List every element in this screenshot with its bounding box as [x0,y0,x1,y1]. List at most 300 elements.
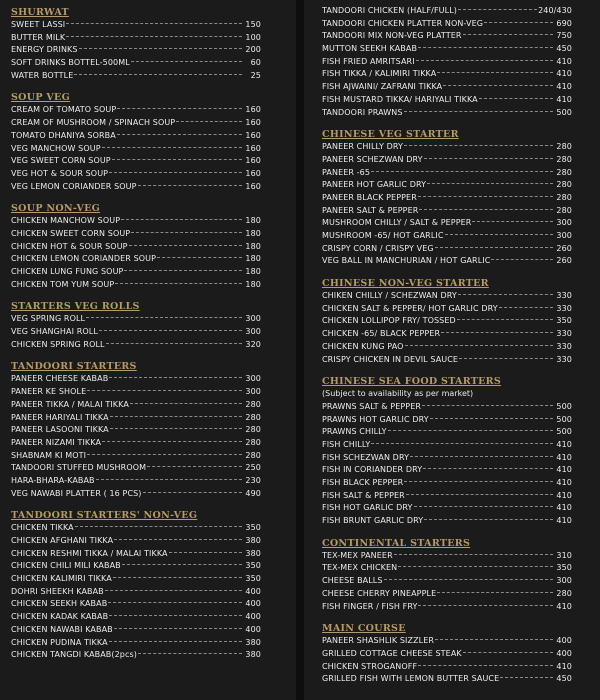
dotted-leader [437,592,553,593]
item-name: PANEER CHEESE KABAB [11,374,109,384]
item-price: 500 [556,414,572,424]
item-name: CHICKEN LUNG FUNG SOUP [11,267,124,276]
dotted-leader [414,506,553,507]
dotted-leader [124,270,242,271]
dotted-leader [479,98,553,99]
item-name: CHICKEN TIKKA [11,523,74,533]
menu-item [322,243,572,256]
dotted-leader [157,257,242,258]
item-price: 400 [556,636,572,646]
menu-item [11,399,261,412]
dotted-leader [102,441,242,442]
item-name: VEG NAWABI PLATTER ( 16 PCS) [11,488,142,498]
dotted-leader [131,232,242,233]
item-price: 280 [245,412,261,422]
item-name: CRISPY CORN / CRISPY VEG [322,243,434,253]
item-name: CHICKEN KALIMIRI TIKKA [11,574,112,584]
menu-item [322,315,572,328]
menu-section-tandoori-starters [11,360,296,500]
menu-item [11,57,261,70]
menu-item [11,339,261,352]
dotted-leader [418,47,553,48]
item-price: 310 [556,550,572,560]
item-name: VEG LEMON CORIANDER SOUP [11,181,137,191]
dotted-leader [410,456,553,457]
item-name: GRILLED FISH WITH LEMON BUTTER SAUCE [322,674,500,684]
menu-section-main-course [322,622,600,686]
item-price: 500 [556,107,572,117]
dotted-leader [418,665,553,666]
menu-item [322,477,572,490]
menu-item [11,560,261,573]
menu-item [11,155,261,168]
menu-section-chinese-non-veg-starter [322,277,600,366]
item-name: CHICKEN RESHMI TIKKA / MALAI TIKKA [11,548,168,558]
dotted-leader [113,577,242,578]
item-price: 230 [245,475,261,485]
item-name: HARA-BHARA-KABAB [11,475,95,485]
section-title: SOUP VEG [11,92,70,104]
item-price: 400 [245,586,261,596]
dotted-leader [484,22,553,23]
dotted-leader [108,602,242,603]
item-price: 350 [245,574,261,584]
dotted-leader [418,196,553,197]
section-note: (Subject to availability as per market) [322,389,474,399]
dotted-leader [109,172,242,173]
item-name: CHICKEN NAWABI KABAB [11,624,113,634]
item-name: VEG BALL IN MANCHURIAN / HOT GARLIC [322,256,491,266]
menu-item [11,181,261,194]
menu-item [322,341,572,354]
item-name: FISH SCHEZWAN DRY [322,452,410,462]
menu-item [322,107,572,120]
dotted-leader [143,492,242,493]
dotted-leader [129,245,242,246]
item-name: CHICKEN STROGANOFF [322,661,418,671]
item-name: FISH SALT & PEPPER [322,490,405,500]
menu-item [11,586,261,599]
item-price: 300 [556,231,572,240]
item-price: 300 [245,374,261,384]
item-name: CHICKEN TANGDI KABAB(2pcs) [11,650,137,660]
menu-item [11,19,261,32]
menu-item [11,437,261,450]
menu-item [322,648,572,661]
dotted-leader [499,307,553,308]
menu-item [11,488,261,501]
dotted-leader [105,590,242,591]
item-name: CHICKEN MANCHOW SOUP [11,216,121,226]
dotted-leader [114,628,242,629]
item-name: CHICKEN LEMON CORIANDER SOUP [11,254,157,264]
dotted-leader [424,519,553,520]
dotted-leader [441,332,553,333]
dotted-leader [110,428,242,429]
item-price: 280 [556,192,572,202]
menu-item [11,253,261,266]
item-price: 260 [556,256,572,266]
item-name: CHICKEN KADAK KABAB [11,612,109,622]
menu-section-continued [322,5,600,119]
item-price: 330 [556,354,572,364]
dotted-leader [398,566,553,567]
item-price: 280 [556,142,572,152]
item-name: CHICKEN SEEKH KABAB [11,599,108,609]
item-name: CHICKEN -65/ BLACK PEPPER [322,329,441,339]
menu-item [322,439,572,452]
menu-item [11,450,261,463]
item-price: 280 [245,450,261,460]
item-name: CHICKEN SALT & PEPPER/ HOT GARLIC DRY [322,303,498,313]
item-name: CHICKEN AFGHANI TIKKA [11,536,114,545]
item-price: 100 [245,32,261,42]
item-price: 180 [245,216,261,226]
item-price: 400 [556,648,572,658]
item-name: GRILLED COTTAGE CHEESE STEAK [322,648,462,658]
item-name: TANDOORI STUFFED MUSHROOM [11,463,147,473]
menu-item [322,217,572,230]
item-price: 300 [245,314,261,324]
dotted-leader [87,390,242,391]
item-name: VEG SWEET CORN SOUP [11,156,111,166]
menu-item [322,414,572,427]
menu-section-shurwat [11,6,296,82]
menu-section-starters-veg-rolls [11,300,296,351]
menu-item [11,462,261,475]
dotted-leader [66,36,242,37]
dotted-leader [114,539,242,540]
dotted-leader [472,221,553,222]
dotted-leader [384,579,553,580]
item-price: 350 [245,523,261,533]
dotted-leader [87,454,242,455]
menu-item [11,130,261,143]
menu-item [11,412,261,425]
item-price: 160 [245,105,261,115]
item-name: TANDOORI PRAWNS [322,107,403,117]
item-name: ENERGY DRINKS [11,45,78,55]
menu-item [322,588,572,601]
item-name: FISH MUSTARD TIKKA/ HARIYALI TIKKA [322,94,478,104]
item-price: 60 [250,58,261,68]
dotted-leader [394,554,553,555]
item-name: PANEER SALT & PEPPER [322,205,419,215]
item-price: 280 [556,180,572,190]
item-name: FISH AJWAINI/ ZAFRANI TIKKA [322,82,443,92]
item-price: 300 [245,327,261,337]
menu-item [11,548,261,561]
dotted-leader [458,9,537,10]
item-price: 25 [250,70,261,80]
item-price: 180 [245,228,261,238]
item-price: 400 [245,624,261,634]
item-price: 410 [556,56,572,66]
menu-section-soup-veg [11,91,296,193]
menu-item [11,535,261,548]
item-price: 330 [556,341,572,351]
item-name: FISH CHILLY [322,439,371,449]
menu-item [322,30,572,43]
section-title: CHINESE SEA FOOD STARTERS [322,376,502,388]
item-price: 410 [556,601,572,611]
menu-item [11,598,261,611]
item-name: VEG HOT & SOUR SOUP [11,168,109,178]
dotted-leader [445,234,553,235]
menu-item [322,490,572,503]
dotted-leader [443,85,553,86]
item-price: 750 [556,31,572,41]
dotted-leader [121,219,242,220]
dotted-leader [112,159,242,160]
menu-item [11,649,261,662]
menu-item [11,228,261,241]
menu-item [11,386,261,399]
item-name: TANDOORI MIX NON-VEG PLATTER [322,31,462,41]
menu-item [11,143,261,156]
item-name: CHICKEN CHILI MILI KABAB [11,561,121,571]
dotted-leader [117,134,242,135]
section-title: CHINESE NON-VEG STARTER [322,278,489,290]
item-price: 400 [245,612,261,622]
item-name: FISH FRIED AMRITSARI [322,56,415,66]
menu-item [322,426,572,439]
item-price: 690 [556,18,572,28]
item-name: CRISPY CHICKEN IN DEVIL SAUCE [322,354,459,364]
dotted-leader [405,345,553,346]
item-price: 410 [556,478,572,487]
menu-item [322,205,572,218]
item-price: 450 [556,674,572,684]
menu-item [11,522,261,535]
item-price: 160 [245,143,261,153]
item-price: 300 [556,576,572,586]
dotted-leader [138,185,242,186]
item-name: CHEESE BALLS [322,576,383,586]
menu-item [322,56,572,69]
menu-item [11,373,261,386]
item-name: FISH FINGER / FISH FRY [322,601,418,611]
item-name: CHICKEN LOLLIPOP FRY/ TOSSED [322,316,456,326]
item-price: 200 [245,45,261,55]
dotted-leader [115,283,242,284]
item-name: PRAWNS SALT & PEPPER [322,401,422,411]
menu-item [322,141,572,154]
dotted-leader [435,247,553,248]
menu-item [322,635,572,648]
dotted-leader [419,209,553,210]
item-price: 280 [245,399,261,409]
item-name: VEG SHANGHAI ROLL [11,327,98,337]
menu-item [322,290,572,303]
menu-item [11,475,261,488]
menu-item [11,241,261,254]
item-price: 240/430 [538,6,572,15]
item-name: PANEER -65 [322,167,371,177]
item-name: PANEER NIZAMI TIKKA [11,437,102,447]
item-name: MUTTON SEEKH KABAB [322,44,418,54]
item-name: VEG MANCHOW SOUP [11,143,101,153]
section-title: SOUP NON-VEG [11,203,101,215]
item-name: TOMATO DHANIYA SORBA [11,130,116,140]
item-name: WATER BOTTLE [11,70,74,80]
item-price: 280 [556,588,572,598]
dotted-leader [122,564,242,565]
item-price: 410 [556,661,572,671]
dotted-leader [463,652,553,653]
item-price: 500 [556,427,572,437]
item-name: CHICKEN SWEET CORN SOUP [11,228,131,238]
item-price: 280 [556,154,572,164]
item-name: TEX-MEX PANEER [322,550,393,560]
dotted-leader [79,48,242,49]
item-price: 350 [556,563,572,573]
item-name: PANEER CHILLY DRY [322,142,404,152]
dotted-leader [74,74,242,75]
item-price: 280 [245,425,261,435]
dotted-leader [96,479,242,480]
item-name: PANEER SHASHLIK SIZZLER [322,636,435,646]
menu-item [322,452,572,465]
item-name: PRAWNS CHILLY [322,427,387,437]
menu-item [11,624,261,637]
item-price: 410 [556,490,572,500]
menu-item [11,168,261,181]
dotted-leader [500,677,553,678]
item-price: 410 [556,452,572,462]
item-price: 160 [245,156,261,166]
item-price: 350 [556,316,572,326]
dotted-leader [457,319,553,320]
item-name: PANEER BLACK PEPPER [322,192,417,202]
menu-column-left [0,0,296,700]
menu-section-chinese-sea-food-starters [322,375,600,528]
dotted-leader [437,72,553,73]
item-name: CHIKEN CHILLY / SCHEZWAN DRY [322,291,457,301]
menu-item [11,32,261,45]
dotted-leader [169,552,242,553]
item-price: 410 [556,503,572,513]
item-name: PANEER SCHEZWAN DRY [322,154,423,164]
menu-section-tandoori-starters-non-veg [11,509,296,662]
item-price: 400 [245,599,261,609]
item-price: 320 [245,339,261,349]
item-price: 380 [245,637,261,647]
item-price: 410 [556,82,572,92]
item-name: TANDOORI CHICKEN PLATTER NON-VEG [322,18,484,28]
dotted-leader [138,653,242,654]
dotted-leader [66,23,242,24]
menu-item [11,266,261,279]
dotted-leader [109,615,242,616]
menu-item [322,661,572,674]
dotted-leader [458,294,553,295]
item-price: 490 [245,488,261,498]
item-price: 410 [556,465,572,475]
item-name: FISH BLACK PEPPER [322,478,404,487]
menu-column-right [304,0,600,700]
section-title: STARTERS VEG ROLLS [11,301,140,313]
dotted-leader [106,343,242,344]
item-price: 180 [245,279,261,289]
menu-item [322,464,572,477]
item-price: 180 [245,254,261,264]
item-name: DOHRI SHEEKH KABAB [11,586,104,596]
menu-item [322,18,572,31]
item-price: 250 [245,463,261,473]
item-price: 380 [245,548,261,558]
item-name: SOFT DRINKS BOTTEL-500ML [11,58,130,68]
menu-item [322,154,572,167]
item-name: MUSHROOM -65/ HOT GARLIC [322,231,444,240]
dotted-leader [109,641,242,642]
item-name: TANDOORI CHICKEN (HALF/FULL) [322,6,457,15]
item-name: BUTTER MILK [11,32,66,42]
item-price: 300 [556,218,572,228]
menu-item [11,70,261,83]
item-name: FISH IN CORIANDER DRY [322,465,423,475]
item-name: FISH BRUNT GARLIC DRY [322,516,424,526]
menu-item [322,550,572,563]
item-name: CHICKEN PUDINA TIKKA [11,637,108,647]
menu-item [322,94,572,107]
item-price: 150 [245,20,261,29]
menu-item [322,401,572,414]
item-price: 380 [245,650,261,660]
item-price: 330 [556,329,572,339]
menu-item [322,575,572,588]
section-title: CONTINENTAL STARTERS [322,537,471,549]
menu-item [322,43,572,56]
menu-item [11,424,261,437]
item-name: PRAWNS HOT GARLIC DRY [322,414,429,424]
item-name: MUSHROOM CHILLY / SALT & PEPPER [322,218,472,228]
item-name: CHICKEN KUNG PAO [322,341,404,351]
dotted-leader [459,358,553,359]
menu-item [11,573,261,586]
dotted-leader [463,34,553,35]
menu-section-soup-non-veg [11,202,296,291]
menu-item [322,192,572,205]
item-price: 410 [556,516,572,526]
item-price: 160 [245,118,261,128]
dotted-leader [404,481,553,482]
menu-item [11,313,261,326]
dotted-leader [75,526,242,527]
dotted-leader [131,61,242,62]
dotted-leader [422,405,553,406]
dotted-leader [86,317,242,318]
menu-item [322,328,572,341]
dotted-leader [430,418,553,419]
item-name: VEG SPRING ROLL [11,314,86,324]
section-title: TANDOORI STARTERS' NON-VEG [11,510,198,522]
menu-section-chinese-veg-starter [322,128,600,268]
section-title: SHURWAT [11,7,69,18]
item-price: 330 [556,291,572,301]
menu-item [11,279,261,292]
item-price: 280 [556,205,572,215]
menu-item [322,179,572,192]
menu-item [11,215,261,228]
item-name: PANEER HOT GARLIC DRY [322,180,427,190]
menu-item [11,117,261,130]
menu-section-continental-starters [322,537,600,613]
menu-item [322,515,572,528]
item-name: CHEESE CHERRY PINEAPPLE [322,588,437,598]
item-name: PANEER HARIYALI TIKKA [11,412,109,422]
menu-item [322,68,572,81]
